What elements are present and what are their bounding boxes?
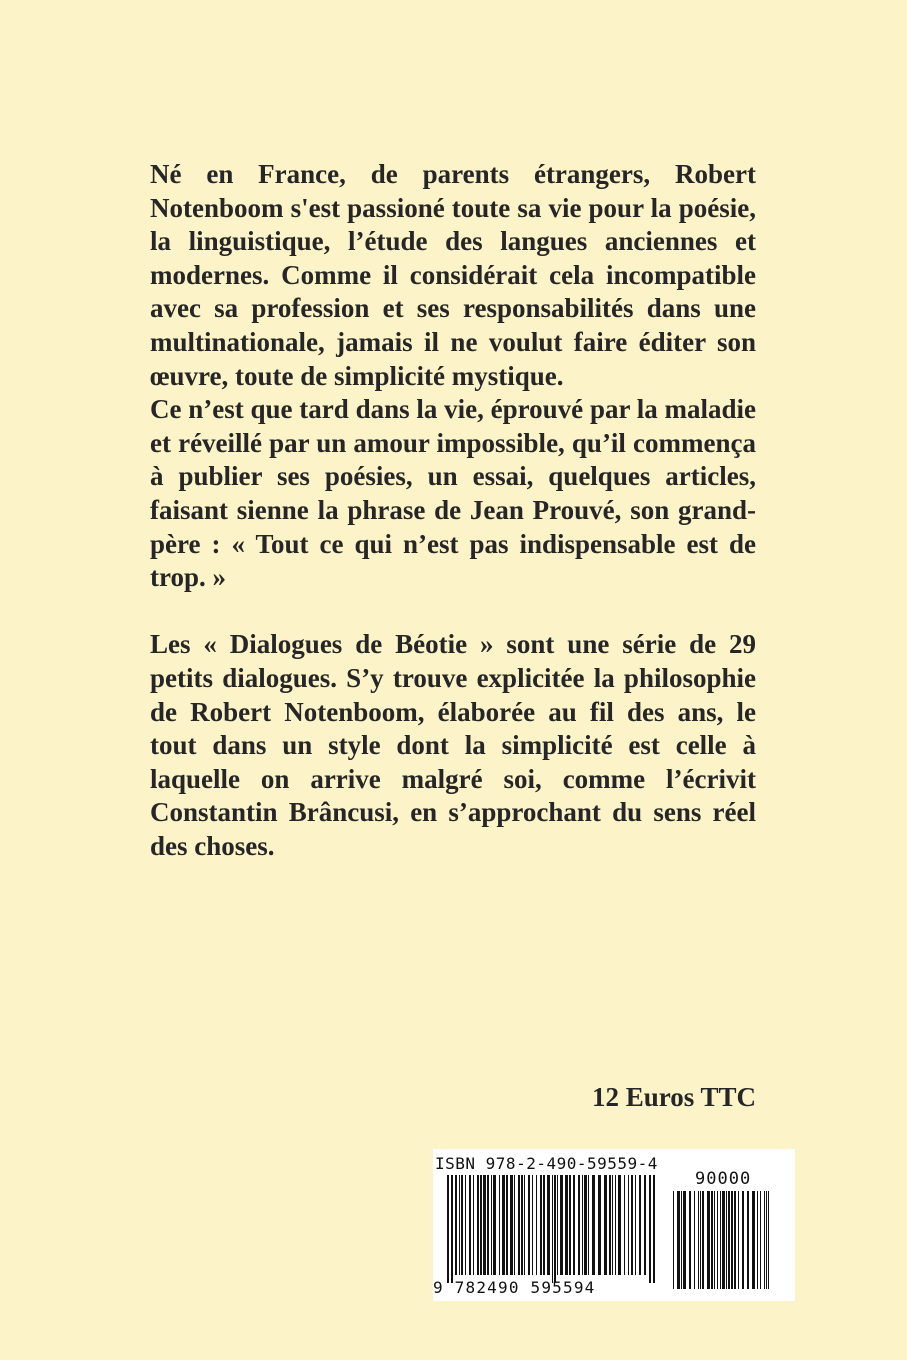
barcode-bar [532,1175,533,1275]
barcode-bar [717,1191,718,1289]
barcode-bar [557,1175,558,1275]
barcode-bar [731,1191,733,1289]
barcode-bar [592,1175,595,1275]
barcode-bar [455,1175,457,1275]
barcode-bar [524,1175,525,1275]
barcode-bar [609,1175,611,1275]
barcode-bar [677,1191,680,1289]
barcode-bar [493,1175,496,1275]
barcode-bar [673,1191,674,1289]
barcode-bar [681,1191,682,1289]
barcode-bar [624,1175,625,1275]
barcode-bar [698,1191,699,1289]
barcode-bar [768,1191,769,1289]
barcode-bar [451,1175,453,1283]
barcode-bar [618,1175,621,1275]
price-label: 12 Euros TTC [591,1082,756,1112]
barcode-bar [554,1175,556,1283]
barcode-bar [518,1175,520,1275]
barcode-bar [491,1175,492,1275]
barcode-bar [465,1175,466,1275]
barcode-bar [487,1175,489,1275]
barcode-bar [644,1175,646,1275]
barcode-bar [734,1191,736,1289]
barcode-bar [584,1175,587,1275]
barcode-bar [728,1191,730,1289]
barcode-bar [560,1175,563,1275]
barcode-bar [461,1175,463,1275]
barcode-bar [764,1191,765,1289]
barcode-bar [528,1175,530,1275]
blurb-paragraph-book-summary: Les « Dialogues de Béotie » sont une série de 29 petits dialogues. S’y trouve explicitée la philosophie de Robert Notenboom, élaborée au fil des ans, le tout dans un style dont la simplicité est celle à laquelle on arrive malgré soi, comme l’écrivit Constantin Brâncusi, en s’approchant du sens réel des choses. [150,629,756,861]
barcode-bar [588,1175,589,1275]
barcode-bar [499,1175,500,1275]
barcode-bar [742,1191,744,1289]
blurb-paragraph-author-bio: Né en France, de parents étrangers, Robert Notenboom s'est passioné toute sa vie pour la poésie, la linguistique, l’étude des langues anciennes et modernes. Comme il considérait cela incompatible avec sa profession et ses responsabilités dans une multinationale, jamais il ne voulut faire éditer son œuvre, toute de simplicité mystique. [150,159,756,391]
barcode-bar [612,1175,613,1275]
barcode-bar [747,1191,749,1289]
barcode-bar [506,1175,508,1275]
barcode-bar [649,1175,651,1283]
barcode-bar [510,1175,513,1275]
barcode-bar [540,1175,542,1275]
barcode-bar [483,1175,486,1275]
barcode-bar [707,1191,710,1289]
barcode-bar [711,1191,713,1289]
barcode-bar [569,1175,571,1275]
barcode-bar [631,1175,633,1275]
barcode-bar [700,1191,701,1289]
barcode-bar [683,1191,686,1289]
barcode-bar [477,1175,479,1275]
barcode-bar [565,1175,568,1275]
barcode-bar [447,1175,449,1283]
barcode-bar [502,1175,505,1275]
barcode-bar [514,1175,515,1275]
barcode-bar [578,1175,580,1275]
barcode-bar [615,1175,616,1275]
barcode-bar [521,1175,523,1275]
barcode-bar [547,1175,550,1275]
barcode-bar [543,1175,545,1275]
barcode-bar [720,1191,721,1289]
barcode-bar [552,1175,553,1283]
barcode-bar [752,1191,755,1289]
barcode-bar [757,1191,758,1289]
barcode-bar [722,1191,725,1289]
isbn-barcode [433,1149,795,1301]
barcode-bar [480,1175,482,1275]
barcode-bar [598,1175,601,1275]
barcode-bar [653,1175,655,1283]
barcode-bar [738,1191,739,1289]
barcode-bar [766,1191,767,1289]
barcode-main-digits: 9 782490 595594 [433,1278,596,1297]
barcode-bar [628,1175,629,1275]
barcode-bar [536,1175,537,1275]
barcode-bar [639,1175,641,1275]
barcode-bar [473,1175,474,1275]
blurb-paragraph-late-publishing: Ce n’est que tard dans la vie, éprouvé par la maladie et réveillé par un amour impossible, qu’il commença à publier ses poésies, un essai, quelques articles, faisant sienne la phrase de Jean Prouvé, son grand-père : « Tout ce qui n’est pas indispensable est de trop. » [150,394,756,593]
barcode-bar [459,1175,460,1275]
barcode-bar [573,1175,575,1275]
blurb-text [150,158,756,863]
barcode-bar [702,1191,704,1289]
barcode-bar [689,1191,691,1289]
barcode-bar [635,1175,636,1275]
barcode-bar [694,1191,695,1289]
barcode-bar [469,1175,471,1275]
barcode-bar [714,1191,715,1289]
barcode-addon-digits: 90000 [695,1169,752,1189]
barcode-bar [604,1175,607,1275]
barcode-bar [726,1191,727,1289]
barcode-bar [760,1191,761,1289]
barcode-bar [582,1175,583,1275]
isbn-label: ISBN 978-2-490-59559-4 [435,1154,658,1173]
